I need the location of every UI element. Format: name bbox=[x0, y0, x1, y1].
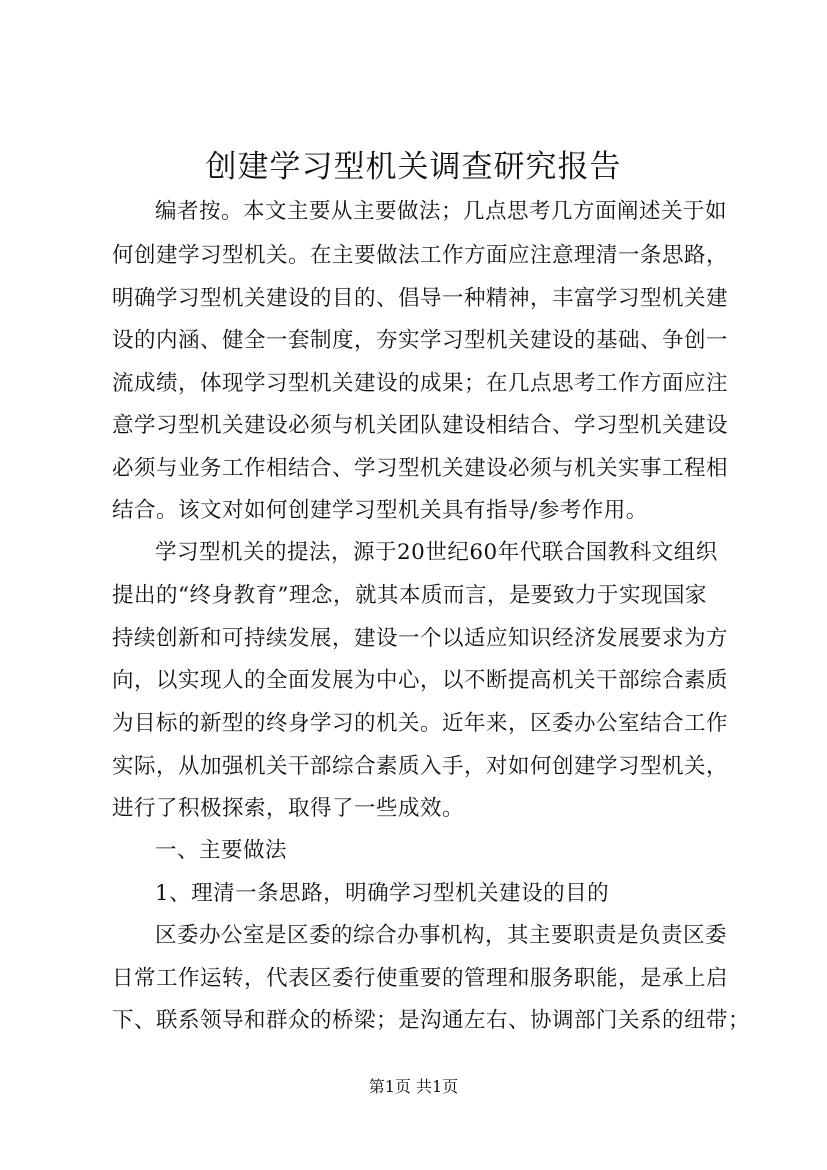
section-heading: 一、主要做法 bbox=[155, 838, 288, 863]
paragraph-line: 区委办公室是区委的综合办事机构，其主要职责是负责区委 bbox=[155, 923, 728, 948]
paragraph-line: 下、联系领导和群众的桥梁；是沟通左右、协调部门关系的纽带； bbox=[112, 1008, 751, 1033]
document-title: 创建学习型机关调查研究报告 bbox=[205, 149, 622, 185]
paragraph-line: 明确学习型机关建设的目的、倡导一种精神，丰富学习型机关建 bbox=[112, 286, 729, 311]
paragraph-line: 为目标的新型的终身学习的机关。近年来，区委办公室结合工作 bbox=[112, 711, 729, 736]
paragraph-line: 提出的“终身教育”理念，就其本质而言，是要致力于实现国家 bbox=[112, 583, 707, 608]
paragraph-line: 何创建学习型机关。在主要做法工作方面应注意理清一条思路， bbox=[112, 243, 729, 268]
page-footer: 第1页 共1页 bbox=[368, 1077, 459, 1096]
paragraph-line: 设的内涵、健全一套制度，夯实学习型机关建设的基础、争创一 bbox=[112, 328, 729, 353]
paragraph-line: 必须与业务工作相结合、学习型机关建设必须与机关实事工程相 bbox=[112, 456, 729, 481]
paragraph-line: 编者按。本文主要从主要做法；几点思考几方面阐述关于如 bbox=[155, 199, 728, 224]
paragraph-line: 向，以实现人的全面发展为中心，以不断提高机关干部综合素质 bbox=[112, 668, 729, 693]
paragraph-line: 结合。该文对如何创建学习型机关具有指导/参考作用。 bbox=[112, 498, 648, 523]
paragraph-line: 日常工作运转，代表区委行使重要的管理和服务职能，是承上启 bbox=[112, 966, 729, 991]
paragraph-line: 意学习型机关建设必须与机关团队建设相结合、学习型机关建设 bbox=[112, 413, 729, 438]
paragraph-line: 进行了积极探索，取得了一些成效。 bbox=[112, 796, 465, 821]
paragraph-line: 实际，从加强机关干部综合素质入手，对如何创建学习型机关， bbox=[112, 754, 729, 779]
paragraph-line: 流成绩，体现学习型机关建设的成果；在几点思考工作方面应注 bbox=[112, 371, 729, 396]
paragraph-line: 持续创新和可持续发展，建设一个以适应知识经济发展要求为方 bbox=[112, 626, 729, 651]
subsection-heading: 1、理清一条思路，明确学习型机关建设的目的 bbox=[155, 881, 610, 906]
paragraph-line: 学习型机关的提法，源于20世纪60年代联合国教科文组织 bbox=[155, 540, 718, 565]
